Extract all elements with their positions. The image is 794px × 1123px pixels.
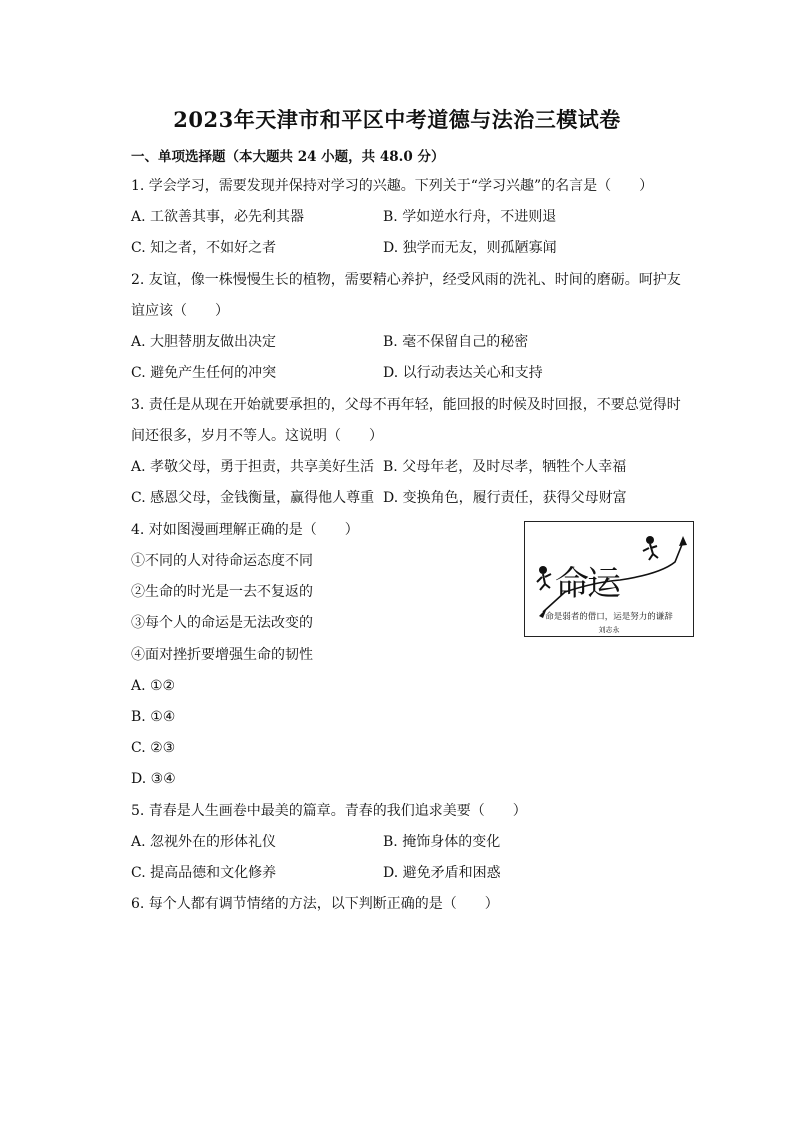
cartoon-big-text: 命运 <box>555 564 619 604</box>
question-4-statement-2: ②生命的时光是一去不复返的 <box>131 584 313 600</box>
question-2-option-d[interactable]: D. 以行动表达关心和支持 <box>383 365 543 381</box>
question-1-option-b[interactable]: B. 学如逆水行舟，不进则退 <box>383 209 557 225</box>
question-5-option-b[interactable]: B. 掩饰身体的变化 <box>383 834 501 850</box>
question-5-option-a[interactable]: A. 忽视外在的形体礼仪 <box>131 834 277 850</box>
question-3-option-d[interactable]: D. 变换角色，履行责任，获得父母财富 <box>383 490 627 506</box>
question-1-option-c[interactable]: C. 知之者，不如好之者 <box>131 240 277 256</box>
question-4-stem: 4. 对如图漫画理解正确的是（ ） <box>131 522 359 538</box>
climber-body <box>643 544 658 560</box>
question-3-stem-line-2: 间还很多，岁月不等人。这说明（ ） <box>131 428 383 444</box>
question-4-statement-1: ①不同的人对待命运态度不同 <box>131 553 313 569</box>
page-title: 2023年天津市和平区中考道德与法治三模试卷 <box>173 107 621 132</box>
question-4-statement-4: ④面对挫折要增强生命的韧性 <box>131 647 313 663</box>
question-2-option-c[interactable]: C. 避免产生任何的冲突 <box>131 365 277 381</box>
question-2-stem-line-2: 谊应该（ ） <box>131 303 229 319</box>
cartoon-caption: 命是弱者的借口，运是努力的谦辞 <box>545 612 673 622</box>
faller-body <box>537 574 551 590</box>
section-heading: 一、单项选择题（本大题共 24 小题，共 48.0 分） <box>131 149 445 165</box>
question-3-option-b[interactable]: B. 父母年老，及时尽孝，牺牲个人幸福 <box>383 459 627 475</box>
question-4-option-a[interactable]: A. ①② <box>131 678 176 694</box>
question-2-option-a[interactable]: A. 大胆替朋友做出决定 <box>131 334 277 350</box>
cartoon-author: 刘志永 <box>598 626 620 634</box>
question-3-stem-line-1: 3. 责任是从现在开始就要承担的，父母不再年轻，能回报的时候及时回报，不要总觉得时 <box>131 397 681 413</box>
question-5-option-d[interactable]: D. 避免矛盾和困惑 <box>383 865 501 881</box>
cartoon-figure <box>524 521 694 637</box>
question-1-option-d[interactable]: D. 独学而无友，则孤陋寡闻 <box>383 240 557 256</box>
question-3-option-a[interactable]: A. 孝敬父母，勇于担责，共享美好生活 <box>131 459 375 475</box>
question-4-statement-3: ③每个人的命运是无法改变的 <box>131 615 313 631</box>
question-2-stem-line-1: 2. 友谊，像一株慢慢生长的植物，需要精心养护，经受风雨的洗礼、时间的磨砺。呵护友 <box>131 272 681 288</box>
faller-head <box>539 566 547 574</box>
question-5-option-c[interactable]: C. 提高品德和文化修养 <box>131 865 277 881</box>
question-4-option-c[interactable]: C. ②③ <box>131 740 176 756</box>
question-5-stem: 5. 青春是人生画卷中最美的篇章。青春的我们追求美要（ ） <box>131 803 527 819</box>
question-6-stem: 6. 每个人都有调节情绪的方法，以下判断正确的是（ ） <box>131 896 499 912</box>
arrow-head <box>679 536 687 546</box>
question-3-option-c[interactable]: C. 感恩父母，金钱衡量，赢得他人尊重 <box>131 490 375 506</box>
question-1-option-a[interactable]: A. 工欲善其事，必先利其器 <box>131 209 305 225</box>
question-2-option-b[interactable]: B. 毫不保留自己的秘密 <box>383 334 529 350</box>
climber-head <box>646 536 654 544</box>
question-1-stem: 1. 学会学习，需要发现并保持对学习的兴趣。下列关于“学习兴趣”的名言是（ ） <box>131 178 654 194</box>
question-4-option-d[interactable]: D. ③④ <box>131 771 176 787</box>
question-4-option-b[interactable]: B. ①④ <box>131 709 176 725</box>
